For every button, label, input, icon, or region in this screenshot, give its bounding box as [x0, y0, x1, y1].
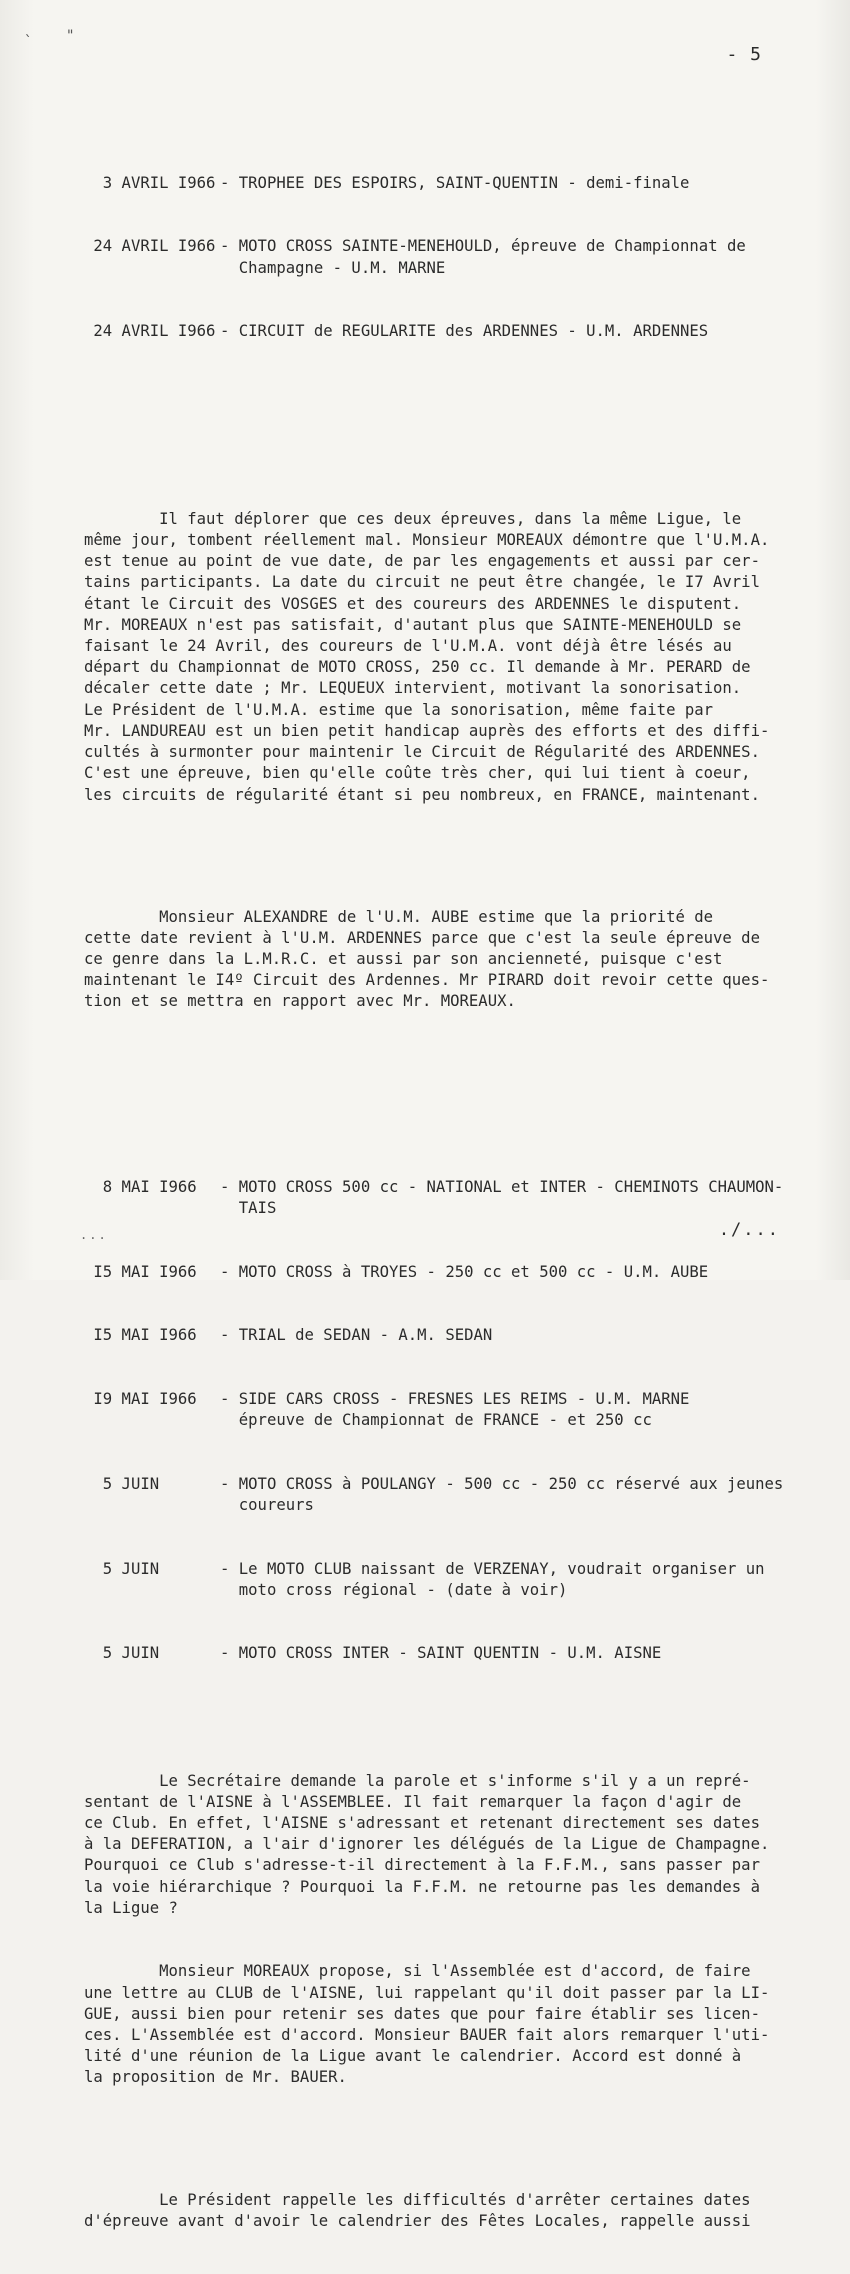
event-date: I5 MAI I966 [84, 1262, 197, 1281]
event-description: - MOTO CROSS INTER - SAINT QUENTIN - U.M. AISNE [220, 1644, 662, 1663]
paragraph: Monsieur MOREAUX propose, si l'Assemblée est d'accord, de faire une lettre au CLUB de l'AISNE, lui rappelant qu'il doit passer par la LI- GUE, aussi bien pour retenir ses dates que pour faire établir ses licen- ces. L'Assemblée est d'accord. Monsieur BAUER fait alors remarquer l'uti- lité d'une réunion de la Ligue avant le calendrier. Accord est donné à la proposition de Mr. BAUER. [84, 1962, 770, 2087]
corner-mark-right: " [66, 28, 75, 44]
event-description: - MOTO CROSS à POULANGY - 500 cc - 250 cc réservé aux jeunes coureurs [220, 1474, 784, 1514]
event-date: 5 JUIN [84, 1474, 160, 1493]
event-date: 5 JUIN [84, 1559, 160, 1578]
document-body [84, 88, 814, 2274]
event-description: - TRIAL de SEDAN - A.M. SEDAN [220, 1326, 493, 1345]
event-entry [84, 321, 814, 342]
event-entry [84, 173, 814, 194]
event-description: - MOTO CROSS SAINTE-MENEHOULD, épreuve de Championnat de Champagne - U.M. MARNE [220, 237, 746, 277]
event-date: 8 MAI I966 [84, 1177, 197, 1196]
event-entry [84, 1559, 814, 1601]
event-entry [84, 1177, 814, 1219]
event-date: 24 AVRIL I966 [84, 237, 216, 256]
event-date: 5 JUIN [84, 1644, 160, 1663]
event-entry [84, 1325, 814, 1346]
event-entry [84, 236, 814, 278]
event-description: - Le MOTO CLUB naissant de VERZENAY, voudrait organiser un moto cross régional - (date à voir) [220, 1559, 765, 1599]
events-list-middle [84, 1135, 814, 1707]
event-date: I5 MAI I966 [84, 1326, 197, 1345]
event-description: - CIRCUIT de REGULARITE des ARDENNES - U.M. ARDENNES [220, 322, 709, 341]
event-entry [84, 1643, 814, 1664]
corner-mark-left: ` [24, 34, 33, 50]
event-description: - SIDE CARS CROSS - FRESNES LES REIMS - U.M. MARNE épreuve de Championnat de FRANCE - et 250 cc [220, 1389, 690, 1430]
paragraph: Le Secrétaire demande la parole et s'informe s'il y a un repré- sentant de l'AISNE à l'ASSEMBLEE. Il fait remarquer la façon d'agir de ce Club. En effet, l'AISNE s'adressant et retenant directement ses dates à la DEFERATION, a l'air d'ignorer les délégués de la Ligue de Champagne. Pourquoi ce Club s'adresse-t-il directement à la F.F.M., sans passer par la voie hiérarchique ? Pourquoi la F.F.M. ne retourne pas les demandes à la Ligue ? [84, 1771, 770, 1917]
page-number: - 5 [726, 44, 762, 65]
continuation-mark: ./... [718, 1220, 780, 1240]
event-description: - MOTO CROSS à TROYES - 250 cc et 500 cc - U.M. AUBE [220, 1262, 709, 1281]
footer-ellipsis: ... [80, 1228, 108, 1242]
paragraph: Monsieur ALEXANDRE de l'U.M. AUBE estime que la priorité de cette date revient à l'U.M. ARDENNES parce que c'est la seule épreuve de ce genre dans la L.M.R.C. et aussi par son ancienneté, puisque c'est maintenant le I4º Circuit des Ardennes. Mr PIRARD doit revoir cette ques- tion et se mettra en rapport avec Mr. MOREAUX. [84, 907, 770, 1011]
event-entry [84, 1474, 814, 1516]
event-date: 24 AVRIL I966 [84, 322, 216, 341]
event-description: - MOTO CROSS 500 cc - NATIONAL et INTER - CHEMINOTS CHAUMON- TAIS [220, 1177, 784, 1218]
event-description: - TROPHEE DES ESPOIRS, SAINT-QUENTIN - demi-finale [220, 173, 690, 192]
event-date: 3 AVRIL I966 [84, 173, 216, 192]
event-entry [84, 1389, 814, 1431]
event-date: I9 MAI I966 [84, 1389, 197, 1408]
paragraph: Il faut déplorer que ces deux épreuves, dans la même Ligue, le même jour, tombent réellement mal. Monsieur MOREAUX démontre que l'U.M.A. est tenue au point de vue date, de par les engagements et aussi par cer- tains participants. La date du circuit ne peut être changée, le I7 Avril étant le Circuit des VOSGES et des coureurs des ARDENNES le disputent. Mr. MOREAUX n'est pas satisfait, d'autant plus que SAINTE-MENEHOULD se faisant le 24 Avril, des coureurs de l'U.M.A. vont déjà être lésés au départ du Championnat de MOTO CROSS, 250 cc. Il demande à Mr. PERARD de décaler cette date ; Mr. LEQUEUX intervient, motivant la sonorisation. Le Président de l'U.M.A. estime que la sonorisation, même faite par Mr. LANDUREAU est un bien petit handicap auprès des efforts et des diffi- cultés à surmonter pour maintenir le Circuit de Régularité des ARDENNES. C'est une épreuve, bien qu'elle coûte très cher, qui lui tient à coeur, les circuits de régularité étant si peu nombreux, en FRANCE, maintenant. [84, 509, 770, 804]
events-list-top [84, 130, 814, 384]
paragraph: Le Président rappelle les difficultés d'arrêter certaines dates d'épreuve avant d'avoir le calendrier des Fêtes Locales, rappelle aussi [84, 2190, 751, 2230]
